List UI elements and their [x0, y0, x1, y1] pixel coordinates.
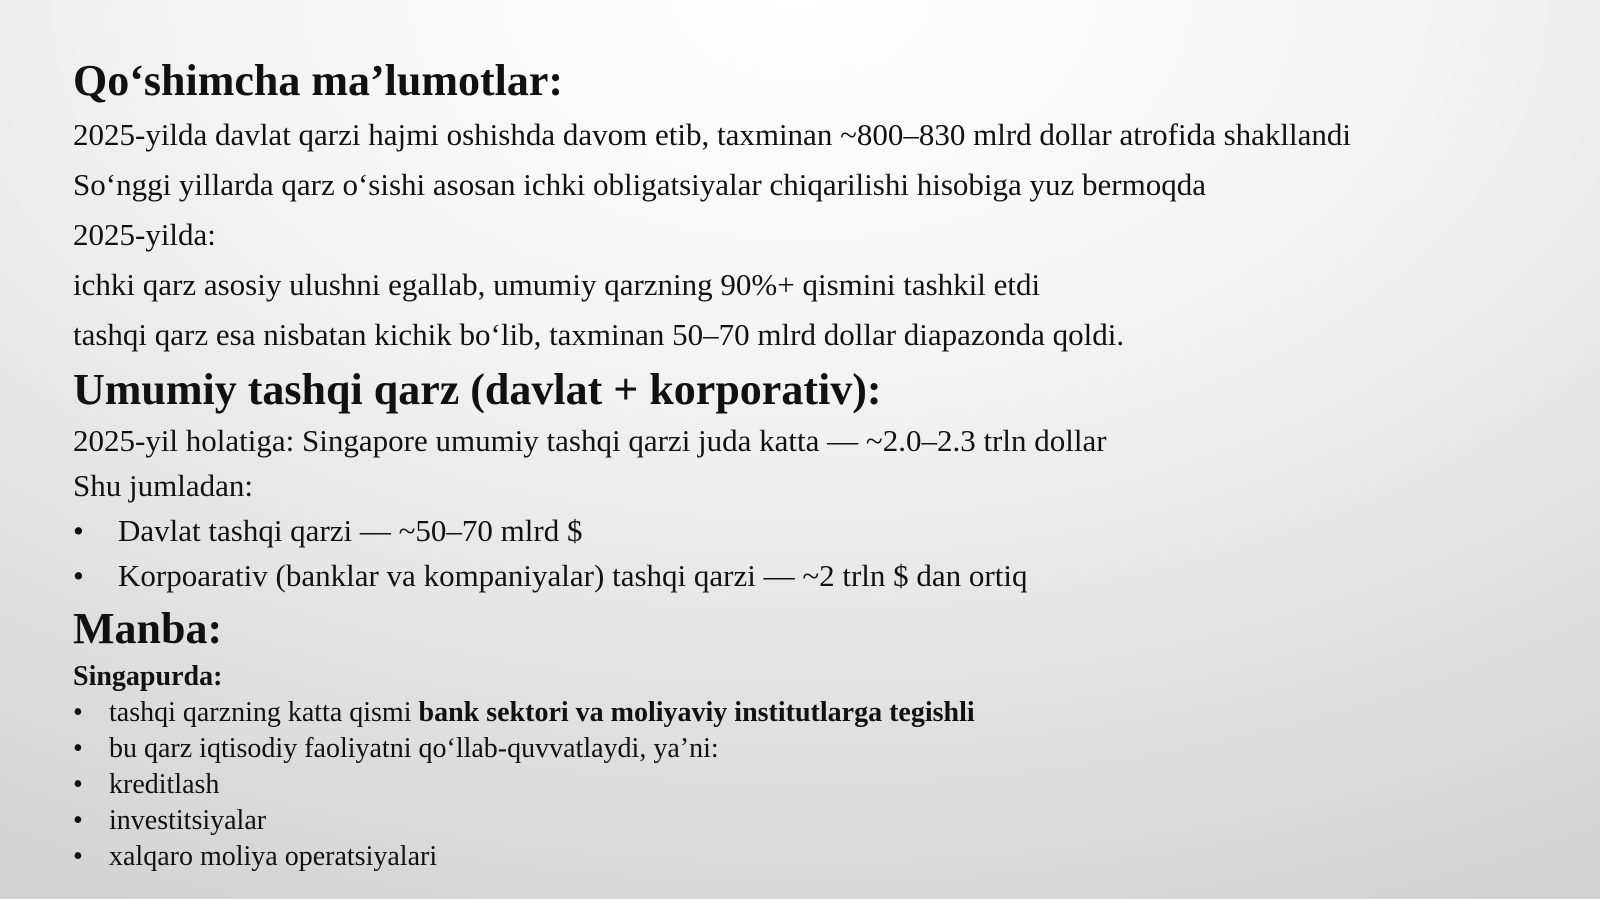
heading-total-external-debt: Umumiy tashqi qarz (davlat + korporativ):: [73, 365, 882, 414]
list-item-text: investitsiyalar: [109, 805, 267, 836]
list-item: [73, 508, 1563, 553]
list-item-text: tashqi qarzning katta qismi: [109, 697, 419, 728]
bullet-list: [73, 695, 1563, 875]
bullet-icon: •: [73, 513, 84, 548]
bullet-icon: •: [73, 558, 84, 593]
list-item: [73, 839, 1563, 875]
slide-content: [73, 52, 1563, 875]
list-item-text: xalqaro moliya operatsiyalari: [109, 841, 438, 872]
bullet-list: [73, 508, 1563, 598]
text-line: Shu jumladan:: [73, 468, 253, 503]
text-line: 2025-yilda:: [73, 217, 216, 252]
text-line: So‘nggi yillarda qarz o‘sishi asosan ichki obligatsiyalar chiqarilishi hisobiga yuz bermoqda: [73, 167, 1206, 202]
list-item: [73, 767, 1563, 803]
list-item-text: kreditlash: [109, 769, 220, 800]
text-line: 2025-yilda davlat qarzi hajmi oshishda davom etib, taxminan ~800–830 mlrd dollar atrofida shakllandi: [73, 117, 1352, 152]
list-item-text: bu qarz iqtisodiy faoliyatni qo‘llab-quvvatlaydi, ya’ni:: [109, 733, 719, 764]
text-line: tashqi qarz esa nisbatan kichik bo‘lib, taxminan 50–70 mlrd dollar diapazonda qoldi.: [73, 317, 1125, 352]
list-item-text: Korpoarativ (banklar va kompaniyalar) tashqi qarzi — ~2 trln $ dan ortiq: [118, 558, 1028, 593]
list-item: [73, 553, 1563, 598]
bullet-icon: •: [73, 769, 83, 800]
subheading-singapore: Singapurda:: [73, 661, 223, 692]
list-item: [73, 695, 1563, 731]
list-item: [73, 803, 1563, 839]
bullet-icon: •: [73, 841, 83, 872]
bullet-icon: •: [73, 733, 83, 764]
text-line: ichki qarz asosiy ulushni egallab, umumiy qarzning 90%+ qismini tashkil etdi: [73, 267, 1041, 302]
bullet-icon: •: [73, 805, 83, 836]
heading-additional-info: Qo‘shimcha ma’lumotlar:: [73, 56, 564, 105]
list-item-text: Davlat tashqi qarzi — ~50–70 mlrd $: [118, 513, 583, 548]
bullet-icon: •: [73, 697, 83, 728]
text-line: 2025-yil holatiga: Singapore umumiy tashqi qarzi juda katta — ~2.0–2.3 trln dollar: [73, 423, 1107, 458]
heading-source: Manba:: [73, 604, 223, 653]
list-item: [73, 731, 1563, 767]
list-item-bold-text: bank sektori va moliyaviy institutlarga tegishli: [418, 697, 975, 728]
